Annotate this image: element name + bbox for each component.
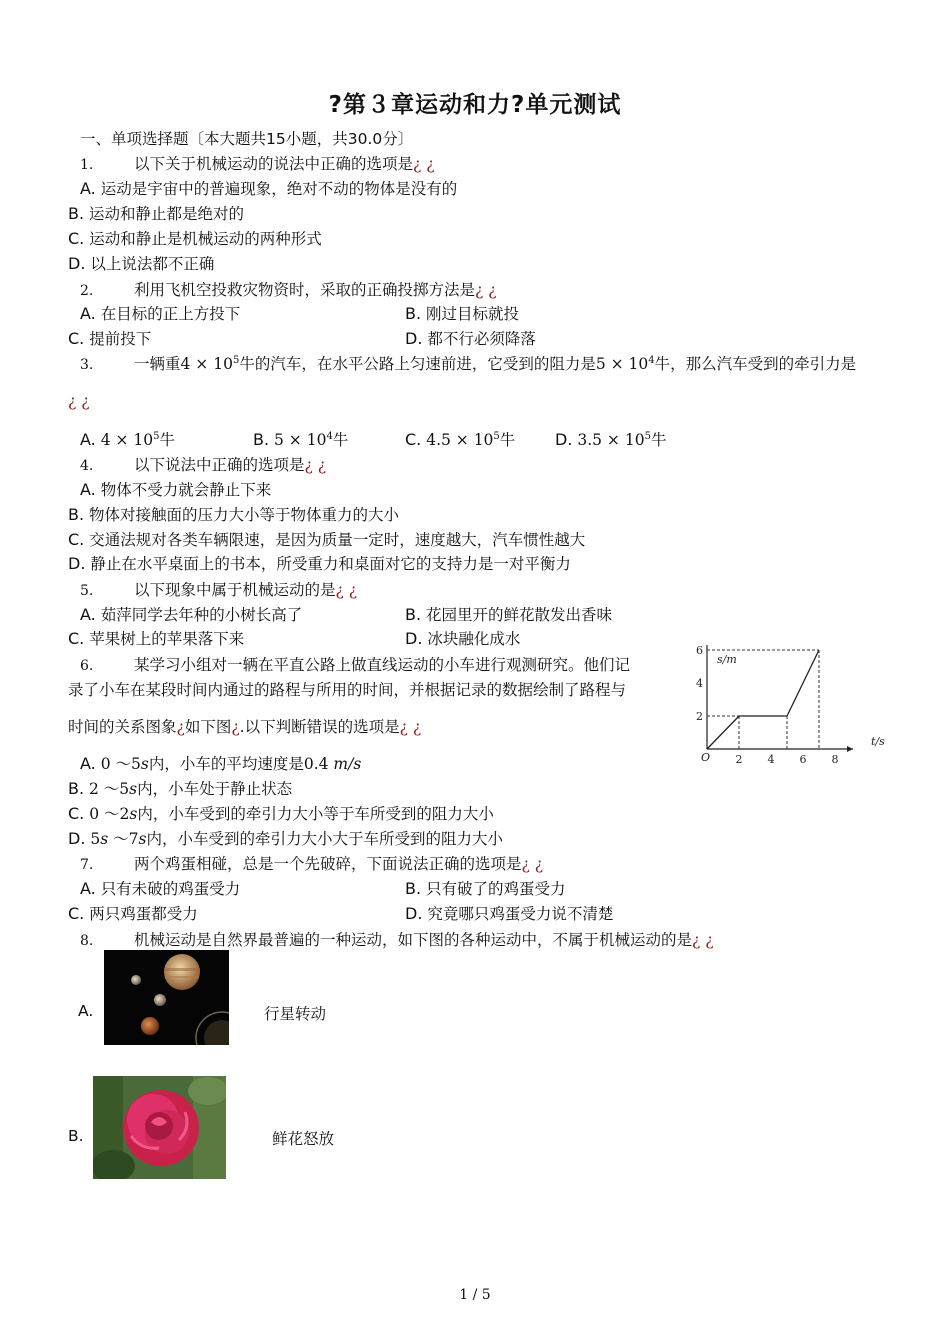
q8-option-b-letter: B. <box>68 1127 84 1145</box>
question-7 <box>80 852 543 874</box>
page-title: ?第３章运动和力?单元测试 <box>328 92 622 118</box>
planets-image <box>104 950 229 1045</box>
q3-option-a: A. $4 \times 10^5$牛 <box>80 430 176 449</box>
q4-option-a: A. 物体不受力就会静止下来 <box>80 480 272 499</box>
q6-option-c: C. 0 ～2s内，小车受到的牵引力大小等于车所受到的阻力大小 <box>68 804 494 823</box>
q4-option-b: B. 物体对接触面的压力大小等于物体重力的大小 <box>68 505 400 524</box>
q3-option-b: B. $5 \times 10^4$牛 <box>253 430 349 449</box>
q5-option-a: A. 茹萍同学去年种的小树长高了 <box>80 605 303 624</box>
page-number: 1 / 5 <box>459 1287 491 1303</box>
answer-blank: ¿ ¿ <box>521 855 544 873</box>
q6-option-a: A. 0 ～5s内，小车的平均速度是0.4 m/s <box>80 754 362 773</box>
q6-option-d: D. 5s ～7s内，小车受到的牵引力大小大于车所受到的阻力大小 <box>68 829 503 848</box>
question-text: 以下现象中属于机械运动的是 <box>134 581 336 599</box>
question-text: 机械运动是自然界最普遍的一种运动，如下图的各种运动中，不属于机械运动的是 <box>134 931 693 949</box>
q2-option-c: C. 提前投下 <box>68 329 152 348</box>
question-2 <box>80 278 497 300</box>
question-text: 以下关于机械运动的说法中正确的选项是 <box>134 155 414 173</box>
rose-image <box>93 1076 226 1179</box>
distance-time-graph <box>695 645 895 770</box>
y-tick-label: 6 <box>696 645 703 657</box>
question-number: 8. <box>80 933 94 949</box>
q2-option-a: A. 在目标的正上方投下 <box>80 304 241 323</box>
question-6-line-2: 录了小车在某段时间内通过的路程与所用的时间，并根据记录的数据绘制了路程与 <box>68 681 627 699</box>
q5-option-c: C. 苹果树上的苹果落下来 <box>68 629 245 648</box>
q7-option-a: A. 只有未破的鸡蛋受力 <box>80 879 241 898</box>
y-tick-label: 4 <box>696 677 703 690</box>
question-number: 3. <box>80 357 94 373</box>
q3-option-c: C. $4.5 \times 10^5$牛 <box>405 430 516 449</box>
question-6-line-3: 时间的关系图象¿如下图¿.以下判断错误的选项是¿ ¿ <box>68 718 422 736</box>
q8-option-a-text: 行星转动 <box>264 1005 327 1023</box>
q6-option-b: B. 2 ～5s内，小车处于静止状态 <box>68 779 293 798</box>
question-6: 6. 某学习小组对一辆在平直公路上做直线运动的小车进行观测研究。他们记 <box>80 656 631 674</box>
q7-option-d: D. 究竟哪只鸡蛋受力说不清楚 <box>405 904 614 923</box>
q3-option-d: D. $3.5 \times 10^5$牛 <box>555 430 667 449</box>
question-5 <box>80 578 357 600</box>
y-axis-label: s/m <box>717 653 737 666</box>
q7-option-b: B. 只有破了的鸡蛋受力 <box>405 879 566 898</box>
x-tick-label: 4 <box>767 753 775 766</box>
question-number: 1. <box>80 157 94 173</box>
x-axis-arrow <box>847 746 853 752</box>
q4-option-c: C. 交通法规对各类车辆限速，是因为质量一定时，速度越大，汽车惯性越大 <box>68 530 586 549</box>
q7-option-c: C. 两只鸡蛋都受力 <box>68 904 198 923</box>
answer-blank: ¿ ¿ <box>304 456 327 474</box>
question-1 <box>80 152 435 174</box>
x-tick-label: 8 <box>831 753 839 766</box>
q2-option-d: D. 都不行必须降落 <box>405 329 536 348</box>
q5-option-d: D. 冰块融化成水 <box>405 629 521 648</box>
question-number: 5. <box>80 583 94 599</box>
question-text: 两个鸡蛋相碰，总是一个先破碎，下面说法正确的选项是 <box>134 855 522 873</box>
question-number: 7. <box>80 857 94 873</box>
q4-option-d: D. 静止在水平桌面上的书本，所受重力和桌面对它的支持力是一对平衡力 <box>68 554 571 573</box>
x-tick-label: 6 <box>799 753 807 766</box>
section-heading: 一、单项选择题〔本大题共15小题，共30.0分〕 <box>80 130 414 148</box>
q1-option-d: D. 以上说法都不正确 <box>68 254 215 273</box>
y-tick-label: 2 <box>696 710 703 723</box>
question-number: 6. <box>80 658 94 674</box>
x-axis-label: t/s <box>871 735 885 748</box>
q8-option-b-text: 鲜花怒放 <box>272 1130 335 1148</box>
question-number: 2. <box>80 283 94 299</box>
x-tick-label: 2 <box>735 753 743 766</box>
q8-option-a-letter: A. <box>78 1002 94 1020</box>
answer-blank: ¿ ¿ <box>692 931 714 949</box>
answer-blank: ¿ ¿ <box>475 281 497 299</box>
answer-blank: ¿ ¿ <box>335 581 358 599</box>
question-number: 4. <box>80 458 94 474</box>
q5-option-b: B. 花园里开的鲜花散发出香味 <box>405 605 613 624</box>
question-4 <box>80 453 326 475</box>
q1-option-a: A. 运动是宇宙中的普遍现象，绝对不动的物体是没有的 <box>80 179 458 198</box>
answer-blank: ¿ ¿ <box>68 392 90 410</box>
q1-option-c: C. 运动和静止是机械运动的两种形式 <box>68 229 322 248</box>
question-3: 3. 一辆重$4 \times 10^5$牛的汽车，在水平公路上匀速前进，它受到的阻力是$5 \times 10^4$牛，那么汽车受到的牵引力是 <box>80 355 857 373</box>
question-text: 以下说法中正确的选项是 <box>134 456 305 474</box>
q2-option-b: B. 刚过目标就投 <box>405 304 520 323</box>
origin-label: O <box>701 751 711 764</box>
question-text: 利用飞机空投救灾物资时，采取的正确投掷方法是 <box>134 281 476 299</box>
answer-blank: ¿ ¿ <box>413 155 435 173</box>
question-8 <box>80 928 714 950</box>
q1-option-b: B. 运动和静止都是绝对的 <box>68 204 245 223</box>
